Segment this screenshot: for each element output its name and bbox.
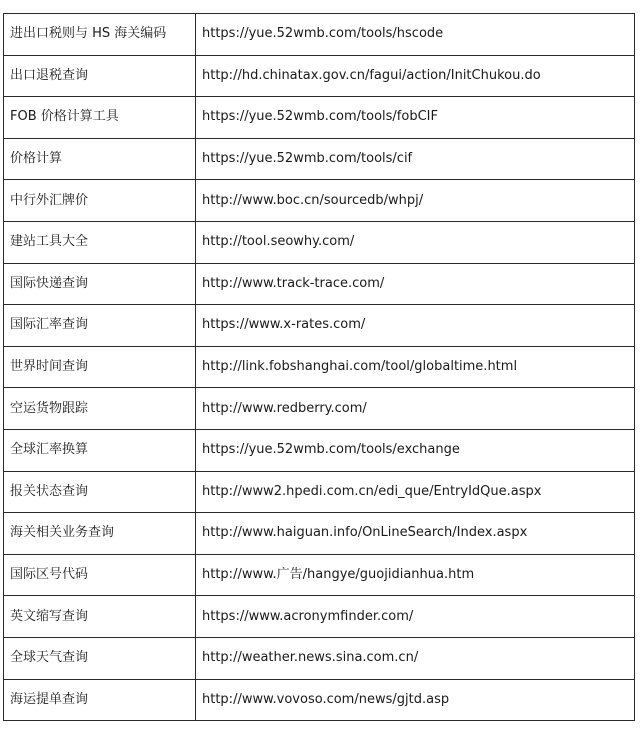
tool-name-cell: 出口退税查询 xyxy=(4,55,196,97)
table-row xyxy=(4,596,635,638)
tools-link-table xyxy=(3,13,635,721)
table-row xyxy=(4,346,635,388)
tool-name-cell: 中行外汇牌价 xyxy=(4,180,196,222)
tool-name-cell: 全球天气查询 xyxy=(4,637,196,679)
table-row xyxy=(4,263,635,305)
table-row xyxy=(4,554,635,596)
table-row xyxy=(4,55,635,97)
tool-name-cell: 价格计算 xyxy=(4,138,196,180)
tool-url-cell: https://yue.52wmb.com/tools/hscode xyxy=(196,14,635,56)
tool-url-cell: http://weather.news.sina.com.cn/ xyxy=(196,637,635,679)
tool-url-cell: http://tool.seowhy.com/ xyxy=(196,221,635,263)
table-row xyxy=(4,637,635,679)
tool-url-cell: http://www.redberry.com/ xyxy=(196,388,635,430)
tool-name-cell: 英文缩写查询 xyxy=(4,596,196,638)
tool-name-cell: 国际区号代码 xyxy=(4,554,196,596)
tool-url-cell: https://www.x-rates.com/ xyxy=(196,305,635,347)
tool-url-cell: https://www.acronymfinder.com/ xyxy=(196,596,635,638)
tool-name-cell: 空运货物跟踪 xyxy=(4,388,196,430)
tool-name-cell: 世界时间查询 xyxy=(4,346,196,388)
tool-url-cell: https://yue.52wmb.com/tools/cif xyxy=(196,138,635,180)
tool-url-cell: http://hd.chinatax.gov.cn/fagui/action/InitChukou.do xyxy=(196,55,635,97)
tool-url-cell: http://www.track-trace.com/ xyxy=(196,263,635,305)
table-row xyxy=(4,513,635,555)
tool-name-cell: 国际汇率查询 xyxy=(4,305,196,347)
tool-url-cell: http://www.haiguan.info/OnLineSearch/Index.aspx xyxy=(196,513,635,555)
tool-name-cell: 报关状态查询 xyxy=(4,471,196,513)
tool-url-cell: http://www.boc.cn/sourcedb/whpj/ xyxy=(196,180,635,222)
tools-table-body xyxy=(4,14,635,721)
table-row xyxy=(4,429,635,471)
table-row xyxy=(4,305,635,347)
tool-name-cell: FOB 价格计算工具 xyxy=(4,97,196,139)
tool-url-cell: http://link.fobshanghai.com/tool/globaltime.html xyxy=(196,346,635,388)
tool-url-cell: https://yue.52wmb.com/tools/exchange xyxy=(196,429,635,471)
tool-name-cell: 国际快递查询 xyxy=(4,263,196,305)
tool-name-cell: 建站工具大全 xyxy=(4,221,196,263)
tool-name-cell: 海关相关业务查询 xyxy=(4,513,196,555)
table-row xyxy=(4,14,635,56)
table-row xyxy=(4,388,635,430)
table-row xyxy=(4,679,635,721)
tool-name-cell: 海运提单查询 xyxy=(4,679,196,721)
table-row xyxy=(4,97,635,139)
tool-url-cell: http://www.vovoso.com/news/gjtd.asp xyxy=(196,679,635,721)
tool-url-cell: http://www2.hpedi.com.cn/edi_que/EntryIdQue.aspx xyxy=(196,471,635,513)
table-row xyxy=(4,471,635,513)
table-row xyxy=(4,138,635,180)
tool-url-cell: https://yue.52wmb.com/tools/fobCIF xyxy=(196,97,635,139)
tool-name-cell: 全球汇率换算 xyxy=(4,429,196,471)
table-row xyxy=(4,221,635,263)
table-row xyxy=(4,180,635,222)
tool-url-cell: http://www.广告/hangye/guojidianhua.htm xyxy=(196,554,635,596)
tool-name-cell: 进出口税则与 HS 海关编码 xyxy=(4,14,196,56)
